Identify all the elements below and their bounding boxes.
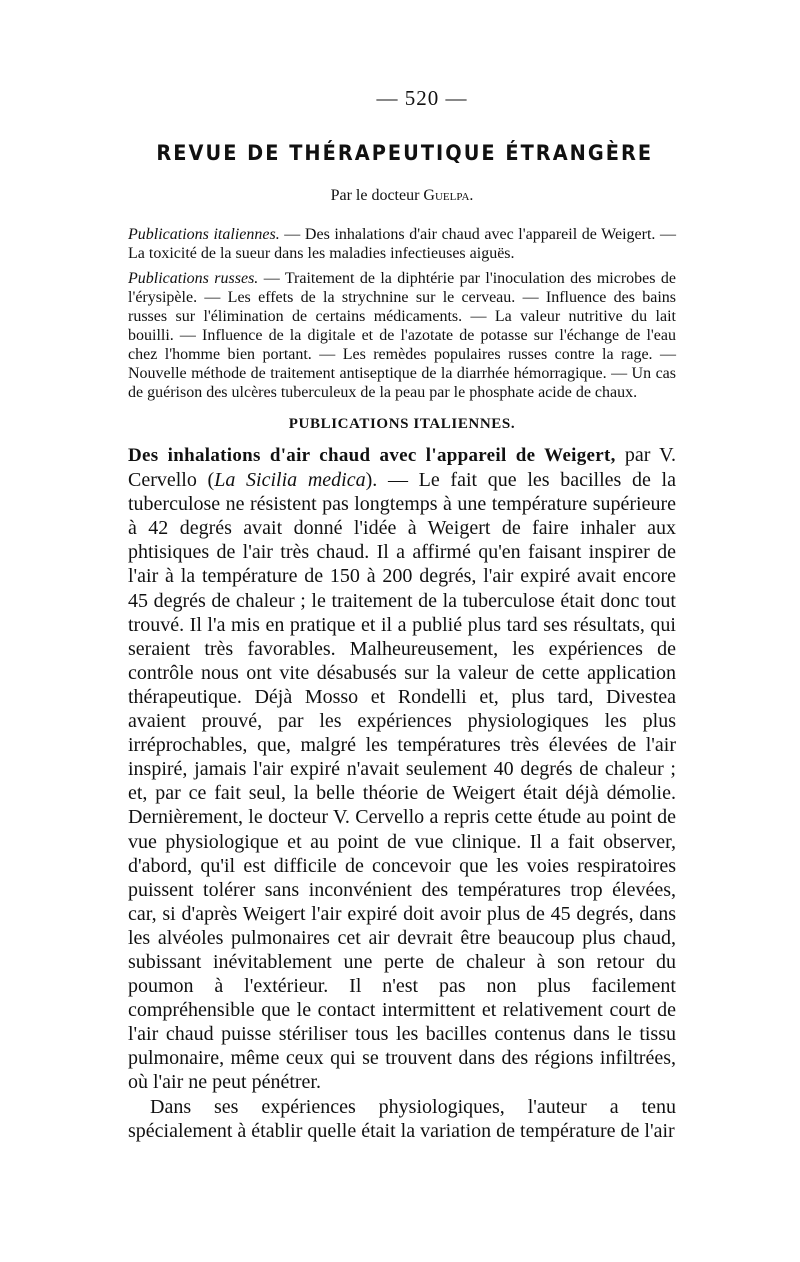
summary-italian [128,225,676,263]
article-author-lead: par V. Cervello ( [128,444,676,492]
page-number: — 520 — [376,86,468,110]
byline-author: Guelpa [423,187,470,204]
summary-italian-label: Publications italiennes. [128,226,280,243]
document-page [128,86,676,1143]
section-heading: PUBLICATIONS ITALIENNES. [288,416,516,432]
article-title: Des inhalations d'air chaud avec l'appareil de Weigert, [128,445,616,466]
summary-russian-text: — Traitement de la diphtérie par l'inoculation des microbes de l'érysipèle. — Les effets de la strychnine sur le cerveau. — Influence des bains russes sur l'élimination de certains médicaments. — La valeur nutritive du lait bouilli. — Influence de la digitale et de l'azotate de potasse sur l'échange de l'eau chez l'homme bien portant. — Les remèdes populaires russes contre la rage. — Nouvelle méthode de traitement antiseptique de la diarrhée hémorragique. — Un cas de guérison des ulcères tuberculeux de la peau par le phosphate acide de chaux. [128,270,677,401]
article-source: La Sicilia medica [214,469,366,492]
article-author-tail: ). [365,469,378,492]
byline-suffix: . [469,187,474,204]
summary-russian-label: Publications russes. [128,270,259,287]
summary-italian-text: — Des inhalations d'air chaud avec l'appareil de Weigert. — La toxicité de la sueur dans les maladies infectieuses aiguës. [128,226,677,262]
article-series-title: REVUE DE THÉRAPEUTIQUE ÉTRANGÈRE [156,141,654,165]
byline-prefix: Par le docteur [330,187,420,204]
article-paragraph-2: Dans ses expériences physiologiques, l'auteur a tenu spécialement à établir quelle était la variation de température de l'air [128,1095,676,1142]
article-paragraph-1-text: — Le fait que les bacilles de la tuberculose ne résistent pas longtemps à une température supérieure à 42 degrés avait donné l'idée à Weigert de faire inhaler aux phtisiques de l'air très chaud. Il a affirmé qu'en faisant inspirer de l'air à la température de 150 à 200 degrés, l'air expiré avait encore 45 degrés de chaleur ; le traitement de la tuberculose était donc tout trouvé. Il l'a mis en pratique et il a publié plus tard ses résultats, qui seraient très favorables. Malheureusement, les expériences de contrôle nous ont vite désabusés sur la valeur de cette application thérapeutique. Déjà Mosso et Rondelli et, plus tard, Divestea avaient prouvé, par les expériences physiologiques les plus irréprochables, que, malgré les températures très élevées de l'air inspiré, jamais l'air expiré n'avait seulement 40 degrés de chaleur ; et, par ce fait seul, la belle théorie de Weigert était déjà démolie. Dernièrement, le docteur V. Cervello a repris cette étude au point de vue physiologique et au point de vue clinique. Il a fait observer, d'abord, qu'il est difficile de concevoir que les voies respiratoires puissent tolérer sans inconvénient des températures trop élevées, car, si d'après Weigert l'air expiré doit avoir plus de 45 degrés, dans les alvéoles pulmonaires cet air devrait être beaucoup plus chaud, subissant inévitablement une perte de chaleur à son retour du poumon à l'extérieur. Il n'est pas non plus facilement compréhensible que le contact intermittent et relativement court de l'air chaud puisse stériliser tous les bacilles contenus dans le tissu pulmonaire, même ceux qui se trouvent dans des régions infiltrées, où l'air ne peut pénétrer. [128,469,676,1094]
article-paragraph-1 [128,443,676,1095]
summary-russian [128,269,676,402]
byline [128,187,676,205]
